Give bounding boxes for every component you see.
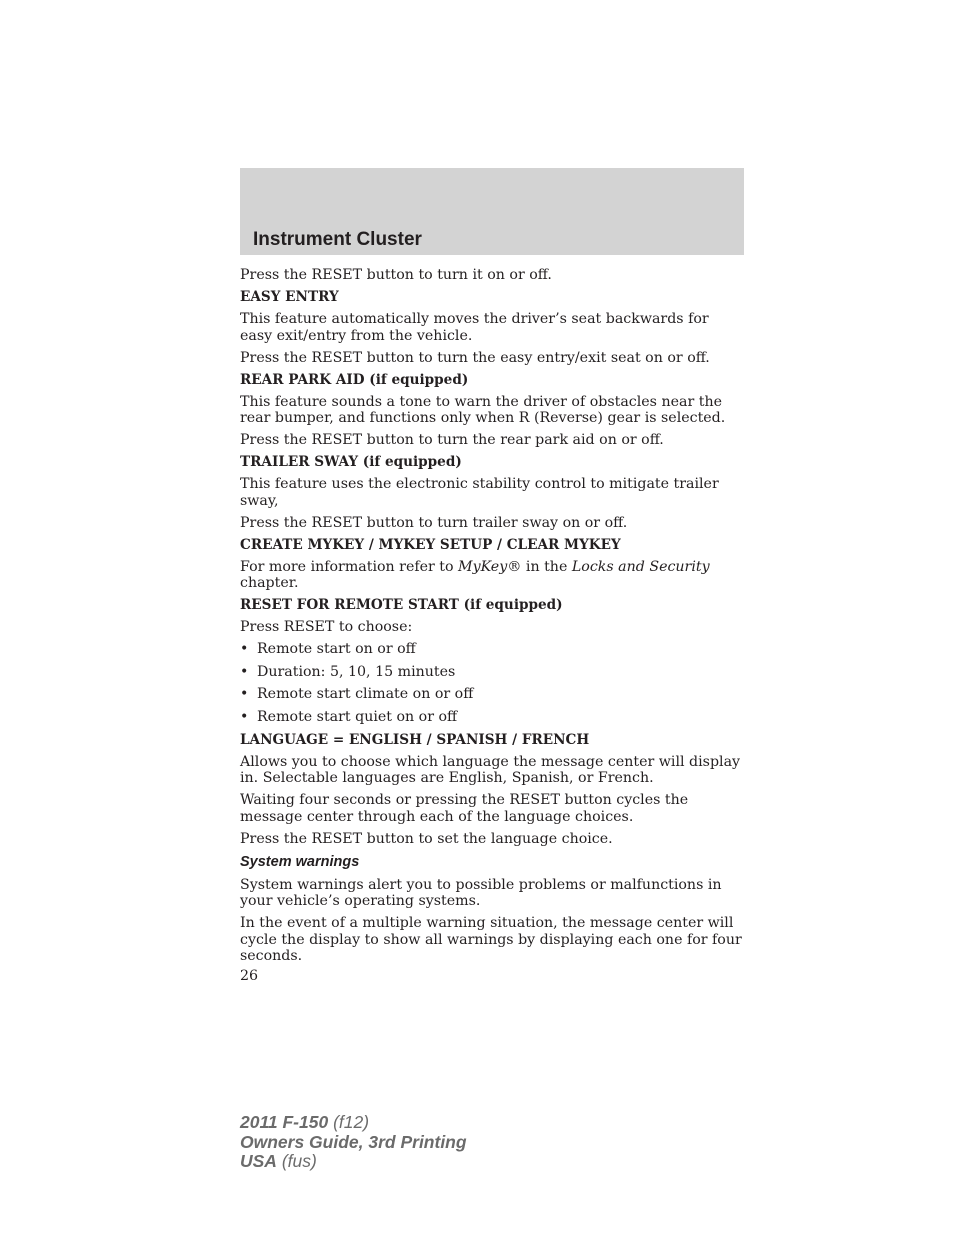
- remote-start-options-list: [240, 641, 744, 726]
- language-instruction: Press the RESET button to set the language choice.: [240, 830, 613, 847]
- trailer-sway-heading: TRAILER SWAY (if equipped): [240, 454, 462, 470]
- trailer-sway-description: This feature uses the electronic stability control to mitigate trailer sway,: [240, 476, 719, 509]
- mykey-description: [240, 559, 744, 592]
- mykey-heading: CREATE MYKEY / MYKEY SETUP / CLEAR MYKEY: [240, 536, 621, 553]
- rear-park-aid-instruction: Press the RESET button to turn the rear park aid on or off.: [240, 432, 664, 448]
- footer-guide: Owners Guide, 3rd Printing: [240, 1131, 467, 1152]
- page-number: 26: [240, 967, 259, 984]
- bullet-icon: •: [240, 641, 249, 657]
- remote-start-heading: RESET FOR REMOTE START (if equipped): [240, 597, 563, 613]
- language-cycling-note: Waiting four seconds or pressing the RESET button cycles the message center through each of the language choices.: [240, 792, 689, 825]
- section-header-band: [240, 168, 744, 255]
- easy-entry-description: This feature automatically moves the driver’s seat backwards for easy exit/entry from the vehicle.: [240, 311, 709, 344]
- document-footer: [240, 1113, 467, 1172]
- easy-entry-instruction: Press the RESET button to turn the easy entry/exit seat on or off.: [240, 349, 710, 366]
- trailer-sway-instruction: Press the RESET button to turn trailer sway on or off.: [240, 514, 628, 531]
- rear-park-aid-heading: REAR PARK AID (if equipped): [240, 371, 469, 388]
- list-item: [240, 641, 744, 658]
- footer-region: USA: [240, 1151, 277, 1171]
- mykey-text-after: chapter.: [240, 575, 299, 591]
- footer-model: 2011 F-150: [240, 1112, 329, 1132]
- mykey-reference: MyKey®: [458, 558, 522, 575]
- language-description: Allows you to choose which language the message center will display in. Selectable languages are English, Spanish, or French.: [240, 753, 741, 787]
- mykey-text-middle: in the: [521, 558, 572, 575]
- list-item: [240, 686, 744, 703]
- system-warnings-description: System warnings alert you to possible problems or malfunctions in your vehicle’s operating systems.: [240, 876, 722, 910]
- footer-region-line: [240, 1152, 467, 1172]
- intro-paragraph: Press the RESET button to turn it on or off.: [240, 267, 552, 283]
- bullet-icon: •: [240, 663, 249, 680]
- list-item-text: Remote start on or off: [257, 641, 416, 657]
- language-heading: LANGUAGE = ENGLISH / SPANISH / FRENCH: [240, 731, 590, 748]
- section-title: Instrument Cluster: [253, 229, 422, 250]
- locks-security-reference: Locks and Security: [571, 558, 710, 575]
- page-content: [240, 267, 744, 990]
- easy-entry-heading: EASY ENTRY: [240, 289, 339, 305]
- bullet-icon: •: [240, 709, 249, 726]
- footer-model-code: (f12): [333, 1112, 370, 1132]
- rear-park-aid-description: This feature sounds a tone to warn the driver of obstacles near the rear bumper, and functions only when R (Reverse) gear is selected.: [240, 393, 726, 426]
- list-item-text: Remote start quiet on or off: [257, 709, 458, 726]
- mykey-text-before: For more information refer to: [240, 558, 459, 575]
- footer-region-code: (fus): [281, 1151, 317, 1171]
- list-item-text: Remote start climate on or off: [257, 686, 474, 703]
- list-item: [240, 709, 744, 726]
- remote-start-intro: Press RESET to choose:: [240, 619, 413, 635]
- footer-model-line: [240, 1113, 467, 1133]
- system-warnings-multiple-note: In the event of a multiple warning situation, the message center will cycle the display to show all warnings by displaying each one for four seconds.: [240, 915, 742, 965]
- bullet-icon: •: [240, 686, 249, 703]
- list-item: [240, 664, 744, 681]
- footer-guide-line: [240, 1133, 467, 1153]
- system-warnings-heading: System warnings: [240, 854, 360, 871]
- list-item-text: Duration: 5, 10, 15 minutes: [257, 663, 456, 680]
